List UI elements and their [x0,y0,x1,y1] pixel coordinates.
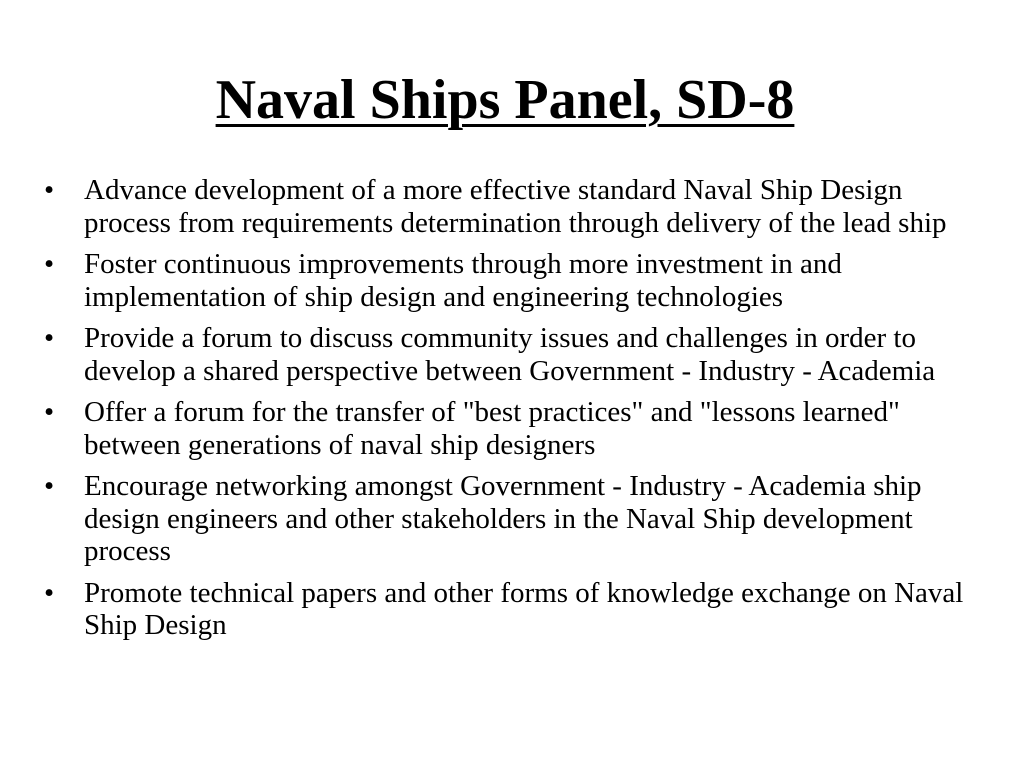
slide-title: Naval Ships Panel, SD-8 [215,69,795,131]
bullet-text: Advance development of a more effective standard Naval Ship Design process from requirements determination through delivery of the lead ship [84,174,947,239]
list-item [44,577,994,642]
list-item [44,174,994,239]
list-item [44,248,994,313]
bullet-icon: • [44,322,55,354]
bullet-list [44,174,994,651]
bullet-text: Offer a forum for the transfer of "best practices" and "lessons learned" between generations of naval ship designers [84,396,900,461]
bullet-text: Foster continuous improvements through more investment in and implementation of ship design and engineering technologies [84,248,842,313]
bullet-text: Encourage networking amongst Government - Industry - Academia ship design engineers and other stakeholders in the Naval Ship development process [84,470,922,567]
list-item [44,470,994,568]
list-item [44,322,994,387]
bullet-icon: • [44,576,55,609]
bullet-icon: • [44,248,55,280]
list-item [44,396,994,461]
bullet-text: Promote technical papers and other forms of knowledge exchange on Naval Ship Design [84,576,964,641]
bullet-text: Provide a forum to discuss community issues and challenges in order to develop a shared perspective between Government - Industry - Academia [84,322,936,387]
bullet-icon: • [44,174,55,206]
bullet-icon: • [44,396,55,428]
bullet-icon: • [44,470,55,502]
